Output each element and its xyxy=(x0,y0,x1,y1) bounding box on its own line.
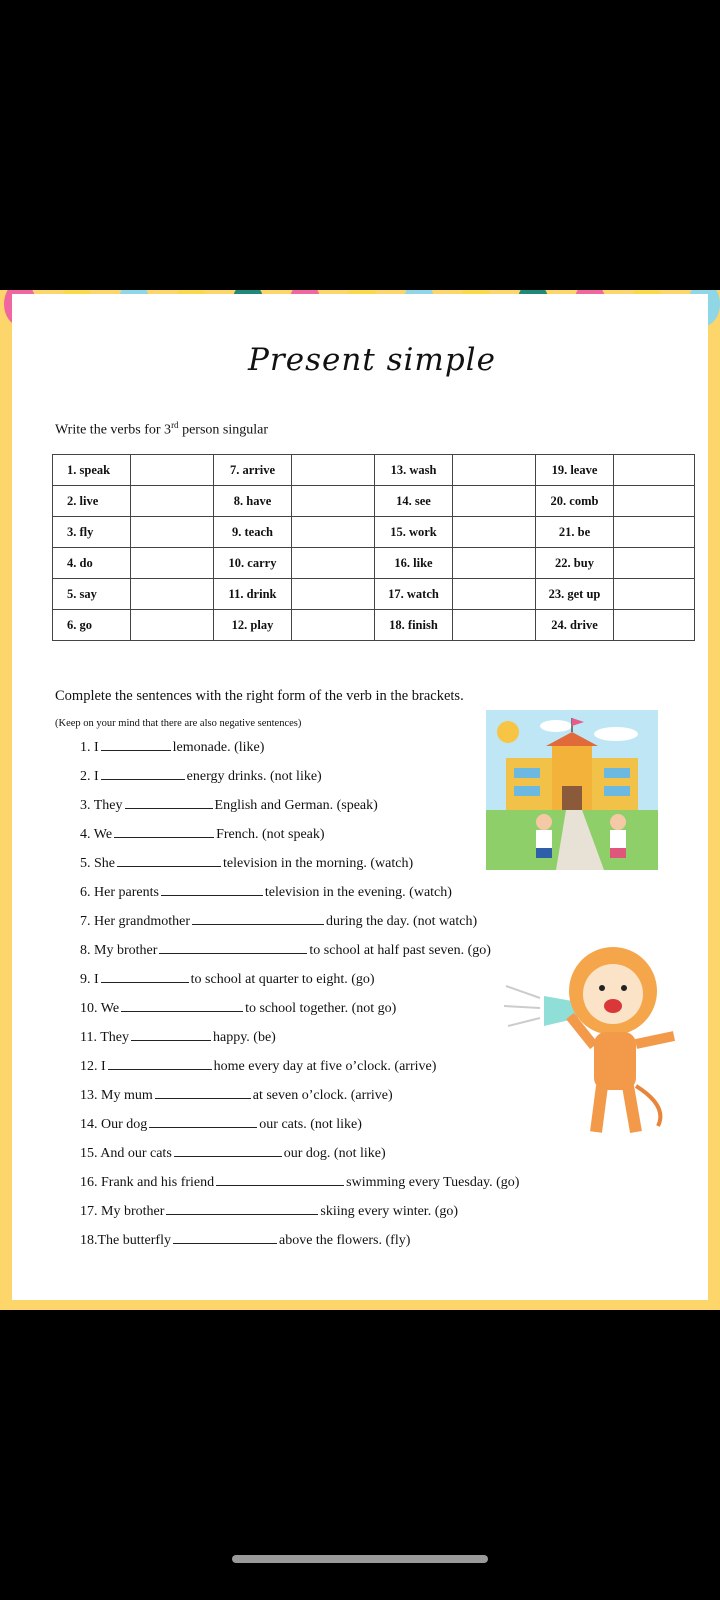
answer-blank[interactable] xyxy=(131,1030,211,1041)
verb-cell: 5. say xyxy=(53,579,131,610)
answer-cell[interactable] xyxy=(131,486,214,517)
sentence-rest: television in the morning. (watch) xyxy=(223,856,414,871)
sentence-item xyxy=(80,1088,393,1104)
answer-cell[interactable] xyxy=(453,486,536,517)
answer-cell[interactable] xyxy=(131,579,214,610)
verb-cell: 12. play xyxy=(214,610,292,641)
lion-boy-illustration xyxy=(498,936,698,1136)
sentence-rest: at seven o’clock. (arrive) xyxy=(252,1088,393,1103)
sentence-subject: 14. Our dog xyxy=(80,1117,148,1132)
answer-blank[interactable] xyxy=(159,943,307,954)
verb-cell: 8. have xyxy=(214,486,292,517)
answer-blank[interactable] xyxy=(114,827,214,838)
sentence-rest: home every day at five o’clock. (arrive) xyxy=(213,1059,437,1074)
sentence-subject: 10. We xyxy=(80,1001,120,1016)
answer-cell[interactable] xyxy=(614,548,695,579)
sentence-subject: 15. And our cats xyxy=(80,1146,172,1161)
sentence-rest: television in the evening. (watch) xyxy=(264,885,452,900)
sentence-item xyxy=(80,856,413,872)
answer-blank[interactable] xyxy=(108,1059,212,1070)
verb-cell: 23. get up xyxy=(536,579,614,610)
sentence-item xyxy=(80,943,491,959)
verb-cell: 19. leave xyxy=(536,455,614,486)
answer-blank[interactable] xyxy=(155,1088,251,1099)
answer-blank[interactable] xyxy=(149,1117,257,1128)
verbs-row xyxy=(53,610,695,641)
verb-cell: 4. do xyxy=(53,548,131,579)
answer-cell[interactable] xyxy=(453,548,536,579)
answer-cell[interactable] xyxy=(131,517,214,548)
answer-blank[interactable] xyxy=(216,1175,344,1186)
sentence-rest: during the day. (not watch) xyxy=(326,914,478,929)
verb-cell: 18. finish xyxy=(375,610,453,641)
verb-cell: 21. be xyxy=(536,517,614,548)
home-indicator[interactable] xyxy=(232,1555,488,1563)
answer-blank[interactable] xyxy=(125,798,213,809)
worksheet-paper xyxy=(12,294,708,1300)
sentence-subject: 1. I xyxy=(80,740,99,755)
verb-cell: 20. comb xyxy=(536,486,614,517)
answer-cell[interactable] xyxy=(292,548,375,579)
verb-cell: 16. like xyxy=(375,548,453,579)
answer-blank[interactable] xyxy=(174,1146,282,1157)
exercise2-note: (Keep on your mind that there are also negative sentences) xyxy=(55,718,302,729)
sentence-item xyxy=(80,1233,410,1249)
answer-cell[interactable] xyxy=(131,610,214,641)
answer-blank[interactable] xyxy=(121,1001,243,1012)
verb-cell: 7. arrive xyxy=(214,455,292,486)
answer-cell[interactable] xyxy=(292,486,375,517)
verb-cell: 24. drive xyxy=(536,610,614,641)
verb-cell: 22. buy xyxy=(536,548,614,579)
sentence-subject: 7. Her grandmother xyxy=(80,914,191,929)
school-illustration xyxy=(486,710,658,870)
answer-blank[interactable] xyxy=(117,856,221,867)
verb-cell: 3. fly xyxy=(53,517,131,548)
sentence-subject: 17. My brother xyxy=(80,1204,165,1219)
verb-cell: 14. see xyxy=(375,486,453,517)
verb-cell: 10. carry xyxy=(214,548,292,579)
sentence-rest: above the flowers. (fly) xyxy=(278,1233,411,1248)
answer-blank[interactable] xyxy=(161,885,263,896)
verb-cell: 9. teach xyxy=(214,517,292,548)
sentence-item xyxy=(80,1059,436,1075)
sentence-subject: 16. Frank and his friend xyxy=(80,1175,215,1190)
verb-cell: 13. wash xyxy=(375,455,453,486)
sentence-rest: to school together. (not go) xyxy=(245,1001,397,1016)
answer-blank[interactable] xyxy=(101,972,189,983)
verb-cell: 1. speak xyxy=(53,455,131,486)
sentence-item xyxy=(80,885,452,901)
page-title: Present simple xyxy=(248,342,496,378)
sentence-rest: French. (not speak) xyxy=(216,827,325,842)
sentence-rest: to school at half past seven. (go) xyxy=(309,943,491,958)
sentence-item xyxy=(80,972,375,988)
answer-blank[interactable] xyxy=(101,769,185,780)
sentence-subject: 5. She xyxy=(80,856,115,871)
sentence-subject: 9. I xyxy=(80,972,99,987)
answer-cell[interactable] xyxy=(614,579,695,610)
sentence-item xyxy=(80,798,378,814)
sentence-subject: 13. My mum xyxy=(80,1088,153,1103)
sentence-item xyxy=(80,914,477,930)
verb-cell: 11. drink xyxy=(214,579,292,610)
answer-cell[interactable] xyxy=(453,579,536,610)
verb-cell: 2. live xyxy=(53,486,131,517)
answer-blank[interactable] xyxy=(173,1233,277,1244)
answer-cell[interactable] xyxy=(453,610,536,641)
verbs-table xyxy=(52,454,695,641)
sentence-subject: 4. We xyxy=(80,827,113,842)
sentence-rest: our cats. (not like) xyxy=(259,1117,362,1132)
sentence-subject: 12. I xyxy=(80,1059,106,1074)
sentence-rest: swimming every Tuesday. (go) xyxy=(346,1175,520,1190)
sentence-item xyxy=(80,1204,458,1220)
verb-cell: 15. work xyxy=(375,517,453,548)
verbs-row xyxy=(53,486,695,517)
verb-cell: 6. go xyxy=(53,610,131,641)
answer-cell[interactable] xyxy=(131,455,214,486)
worksheet xyxy=(0,290,720,1310)
answer-cell[interactable] xyxy=(614,486,695,517)
answer-blank[interactable] xyxy=(101,740,171,751)
sentence-subject: 18.The butterfly xyxy=(80,1233,171,1248)
sentence-item xyxy=(80,827,325,843)
verbs-row xyxy=(53,455,695,486)
sentence-rest: to school at quarter to eight. (go) xyxy=(190,972,375,987)
answer-cell[interactable] xyxy=(292,517,375,548)
answer-cell[interactable] xyxy=(292,579,375,610)
sentence-item xyxy=(80,1175,519,1191)
verbs-row xyxy=(53,548,695,579)
sentence-rest: happy. (be) xyxy=(213,1030,276,1045)
verbs-row xyxy=(53,579,695,610)
answer-cell[interactable] xyxy=(453,455,536,486)
sentence-rest: lemonade. (like) xyxy=(172,740,265,755)
answer-cell[interactable] xyxy=(292,610,375,641)
sentence-item xyxy=(80,740,264,756)
answer-blank[interactable] xyxy=(192,914,324,925)
sentence-subject: 11. They xyxy=(80,1030,129,1045)
answer-cell[interactable] xyxy=(614,610,695,641)
answer-blank[interactable] xyxy=(166,1204,318,1215)
sentence-rest: energy drinks. (not like) xyxy=(186,769,322,784)
sentence-item xyxy=(80,1030,276,1046)
verbs-row xyxy=(53,517,695,548)
answer-cell[interactable] xyxy=(131,548,214,579)
sentence-rest: our dog. (not like) xyxy=(283,1146,386,1161)
sentence-subject: 2. I xyxy=(80,769,99,784)
sentence-item xyxy=(80,1146,386,1162)
verb-cell: 17. watch xyxy=(375,579,453,610)
sentence-item xyxy=(80,769,322,785)
sentence-rest: skiing every winter. (go) xyxy=(320,1204,459,1219)
sentence-subject: 6. Her parents xyxy=(80,885,159,900)
answer-cell[interactable] xyxy=(453,517,536,548)
exercise2-instruction: Complete the sentences with the right form of the verb in the brackets. xyxy=(55,688,464,704)
sentence-subject: 8. My brother xyxy=(80,943,158,958)
sentence-rest: English and German. (speak) xyxy=(214,798,378,813)
answer-cell[interactable] xyxy=(292,455,375,486)
sentence-item xyxy=(80,1117,362,1133)
sentence-subject: 3. They xyxy=(80,798,123,813)
answer-cell[interactable] xyxy=(614,455,695,486)
answer-cell[interactable] xyxy=(614,517,695,548)
sentence-item xyxy=(80,1001,396,1017)
exercise1-instruction: Write the verbs for 3rd person singular xyxy=(55,420,268,438)
